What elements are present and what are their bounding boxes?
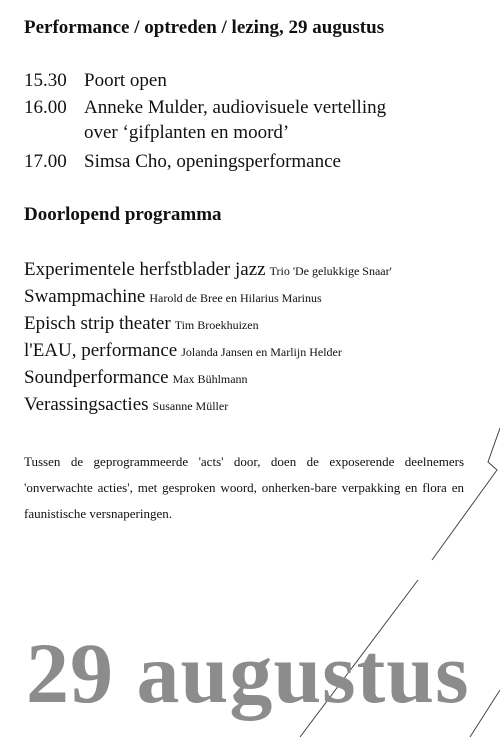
schedule-time: 15.30 <box>24 70 67 91</box>
program-item <box>24 392 228 419</box>
program-act: Swampmachine <box>24 286 146 307</box>
schedule-item <box>24 149 341 175</box>
program-item <box>24 257 392 284</box>
info-paragraph: Tussen de geprogrammeerde 'acts' door, doen de exposerende deelnemers 'onverwachte acties', met gesproken woord, onherken-bare verpakking en flora en faunistische versnaperingen. <box>24 454 464 521</box>
program-performer: Harold de Bree en Hilarius Marinus <box>149 291 322 305</box>
program-performer: Tim Broekhuizen <box>174 318 259 332</box>
program-act: Episch strip theater <box>24 313 171 334</box>
page-title: Performance / optreden / lezing, 29 augustus <box>24 17 385 38</box>
schedule-text: Anneke Mulder, audiovisuele vertelling <box>84 97 387 118</box>
program-act: l'EAU, performance <box>24 340 178 361</box>
program-performer: Susanne Müller <box>152 399 229 413</box>
program-item <box>24 338 342 365</box>
schedule-time: 16.00 <box>24 97 67 118</box>
schedule-continuation: over ‘gifplanten en moord’ <box>84 122 290 143</box>
big-date: 29 augustus <box>26 625 470 721</box>
schedule-item <box>24 68 167 94</box>
schedule-text: Poort open <box>84 70 167 91</box>
program-performer: Trio 'De gelukkige Snaar' <box>269 264 392 278</box>
line-lower-right <box>470 690 500 737</box>
program-act: Soundperformance <box>24 367 169 388</box>
program-item <box>24 284 322 311</box>
program-act: Experimentele herfstblader jazz <box>24 259 266 280</box>
program-act: Verassingsacties <box>24 394 149 415</box>
schedule-time: 17.00 <box>24 151 67 172</box>
program-performer: Jolanda Jansen en Marlijn Helder <box>181 345 342 359</box>
schedule-item <box>24 95 386 121</box>
section-title: Doorlopend programma <box>24 204 222 225</box>
program-item <box>24 311 259 338</box>
schedule-text: Simsa Cho, openingsperformance <box>84 151 341 172</box>
program-performer: Max Bühlmann <box>172 372 248 386</box>
program-item <box>24 365 248 392</box>
